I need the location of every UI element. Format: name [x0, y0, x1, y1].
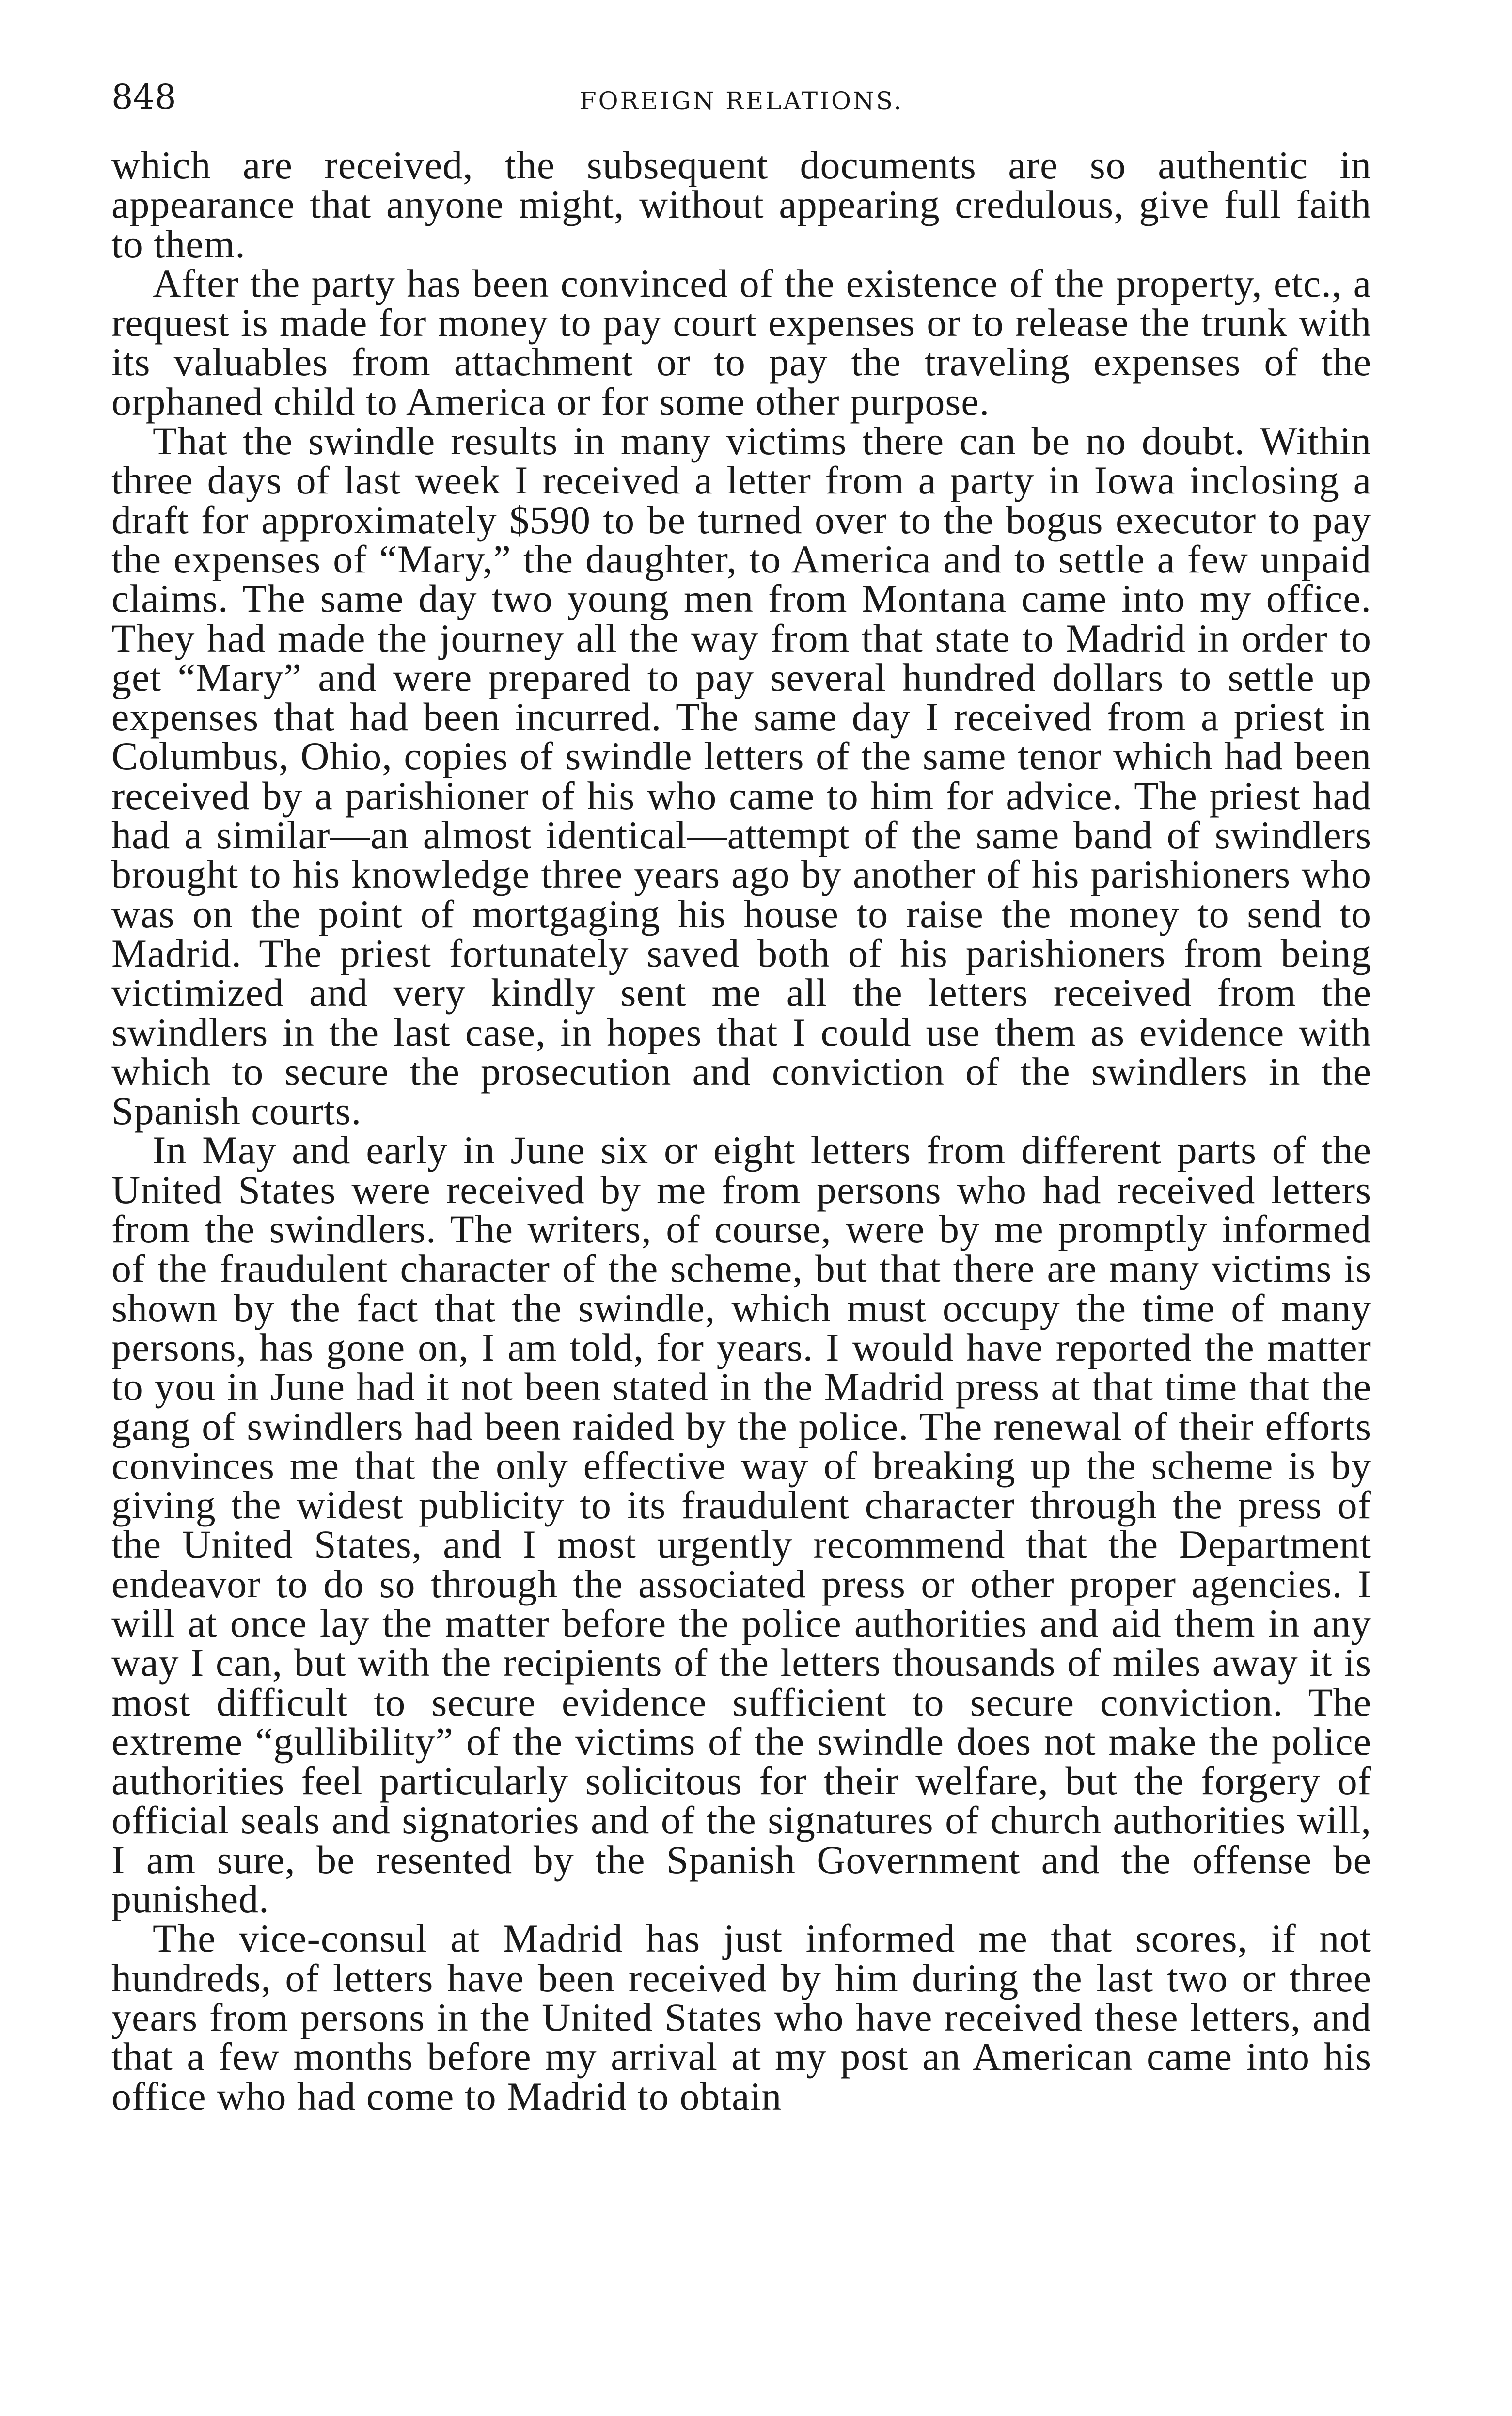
- paragraph-continued: which are received, the subsequent documents are so authentic in appearance that anyone might, without appearing credulous, give full faith to them.: [111, 143, 1371, 266]
- running-title: FOREIGN RELATIONS.: [579, 87, 904, 115]
- paragraph-vice-consul: The vice-consul at Madrid has just informed me that scores, if not hundreds, of letters have been received by him during the last two or three years from persons in the United States who have received these letters, and that a few months before my arrival at my post an American came into his office who had come to Madrid to obtain: [111, 1916, 1371, 2118]
- page-number: 848: [111, 77, 176, 117]
- paragraph-recommendation: In May and early in June six or eight letters from different parts of the United States were received by me from persons who had received letters from the swindlers. The writers, of course, were by me promptly informed of the fraudulent character of the scheme, but that there are many victims is shown by the fact that the swindle, which must occupy the time of many persons, has gone on, I am told, for years. I would have reported the matter to you in June had it not been stated in the Madrid press at that time that the gang of swindlers had been raided by the police. The renewal of their efforts convinces me that the only effective way of breaking up the scheme is by giving the widest publicity to its fraudulent character through the press of the United States, and I most urgently recommend that the Department endeavor to do so through the associated press or other proper agencies. I will at once lay the matter before the police authorities and aid them in any way I can, but with the recipients of the letters thousands of miles away it is most difficult to secure evidence sufficient to secure conviction. The extreme “gullibility” of the victims of the swindle does not make the police authorities feel particularly solicitous for their welfare, but the forgery of official seals and signatories and of the signatures of church authorities will, I am sure, be resented by the Spanish Government and the offense be punished.: [111, 1128, 1371, 1922]
- page-header: [111, 73, 1371, 126]
- paragraph-payment-request: After the party has been convinced of the existence of the property, etc., a request is made for money to pay court expenses or to release the trunk with its valuables from attachment or to pay the traveling expenses of the orphaned child to America or for some other purpose.: [111, 261, 1371, 424]
- body-text: [111, 145, 1371, 2116]
- paragraph-victims: That the swindle results in many victims there can be no doubt. Within three days of last week I received a letter from a party in Iowa inclosing a draft for approximately $590 to be turned over to the bogus executor to pay the expenses of “Mary,” the daughter, to America and to settle a few unpaid claims. The same day two young men from Montana came into my office. They had made the journey all the way from that state to Madrid in order to get “Mary” and were prepared to pay several hundred dollars to settle up expenses that had been incurred. The same day I received from a priest in Columbus, Ohio, copies of swindle letters of the same tenor which had been received by a parishioner of his who came to him for advice. The priest had had a similar—an almost identical—attempt of the same band of swindlers brought to his knowledge three years ago by another of his parishioners who was on the point of mortgaging his house to raise the money to send to Madrid. The priest fortunately saved both of his parishioners from being victimized and very kindly sent me all the letters received from the swindlers in the last case, in hopes that I could use them as evidence with which to secure the prosecution and conviction of the swindlers in the Spanish courts.: [111, 419, 1371, 1133]
